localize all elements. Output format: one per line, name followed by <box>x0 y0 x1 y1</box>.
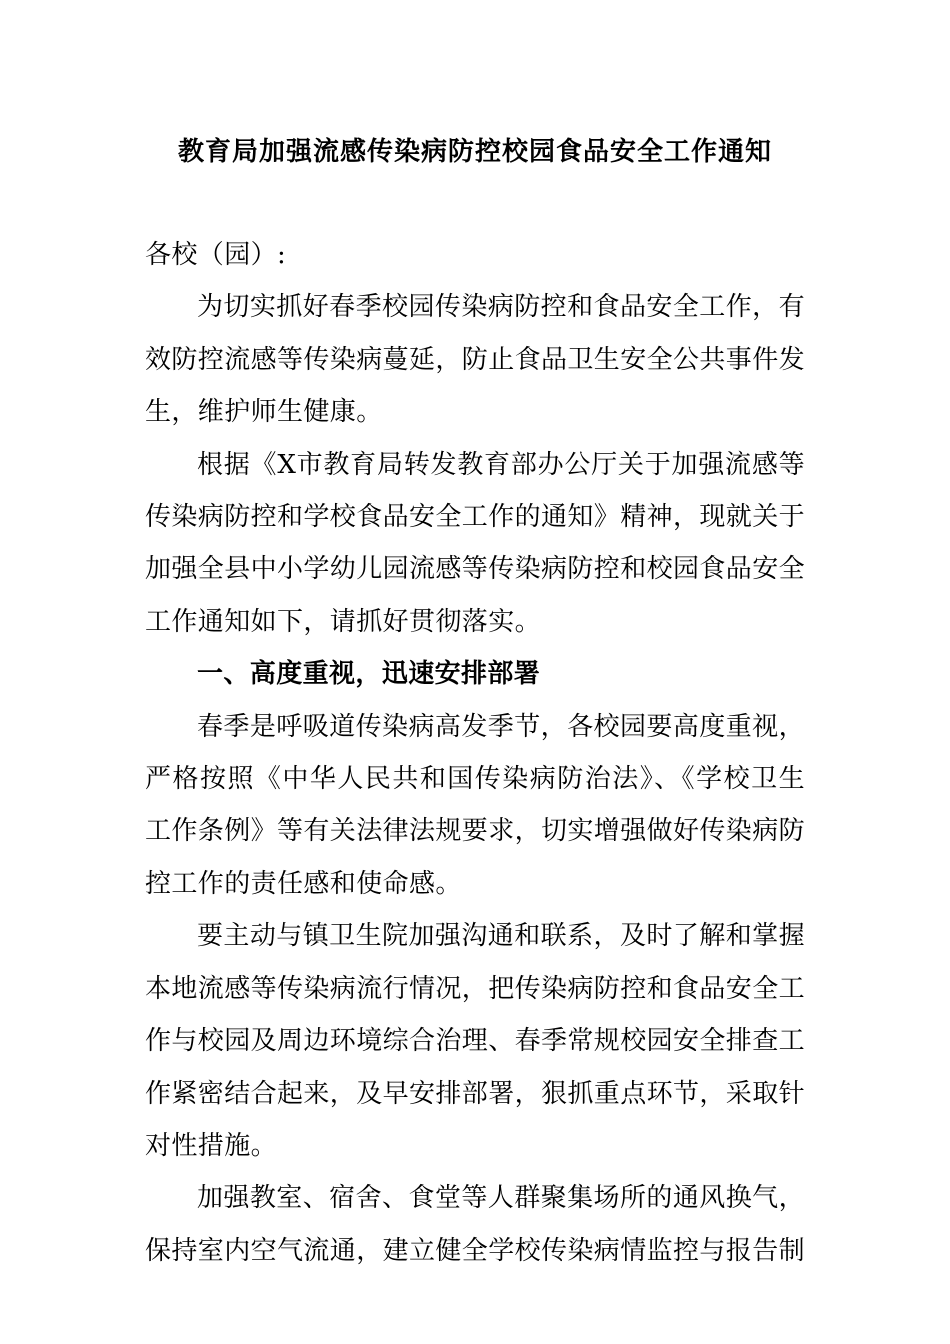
paragraph-spring-season: 春季是呼吸道传染病高发季节，各校园要高度重视，严格按照《中华人民共和国传染病防治法》、《学校卫生工作条例》等有关法律法规要求，切实增强做好传染病防控工作的责任感和使命感。 <box>145 711 806 899</box>
salutation: 各校（园）: <box>145 240 287 270</box>
paragraph-basis: 根据《X市教育局转发教育部办公厅关于加强流感等传染病防控和学校食品安全工作的通知》精神，现就关于加强全县中小学幼儿园流感等传染病防控和校园食品安全工作通知如下，请抓好贯彻落实。 <box>145 449 806 637</box>
document-title: 教育局加强流感传染病防控校园食品安全工作通知 <box>177 137 772 167</box>
paragraph-purpose: 为切实抓好春季校园传染病防控和食品安全工作，有效防控流感等传染病蔓延，防止食品卫生安全公共事件发生，维护师生健康。 <box>145 292 806 428</box>
paragraph-coordination: 要主动与镇卫生院加强沟通和联系，及时了解和掌握本地流感等传染病流行情况，把传染病防控和食品安全工作与校园及周边环境综合治理、春季常规校园安全排查工作紧密结合起来，及早安排部署，狠抓重点环节，采取针对性措施。 <box>145 921 806 1161</box>
paragraph-ventilation: 加强教室、宿舍、食堂等人群聚集场所的通风换气，保持室内空气流通，建立健全学校传染病情监控与报告制 <box>145 1183 806 1266</box>
document-body <box>145 229 805 1277</box>
section-heading: 一、高度重视，迅速安排部署 <box>197 659 541 690</box>
